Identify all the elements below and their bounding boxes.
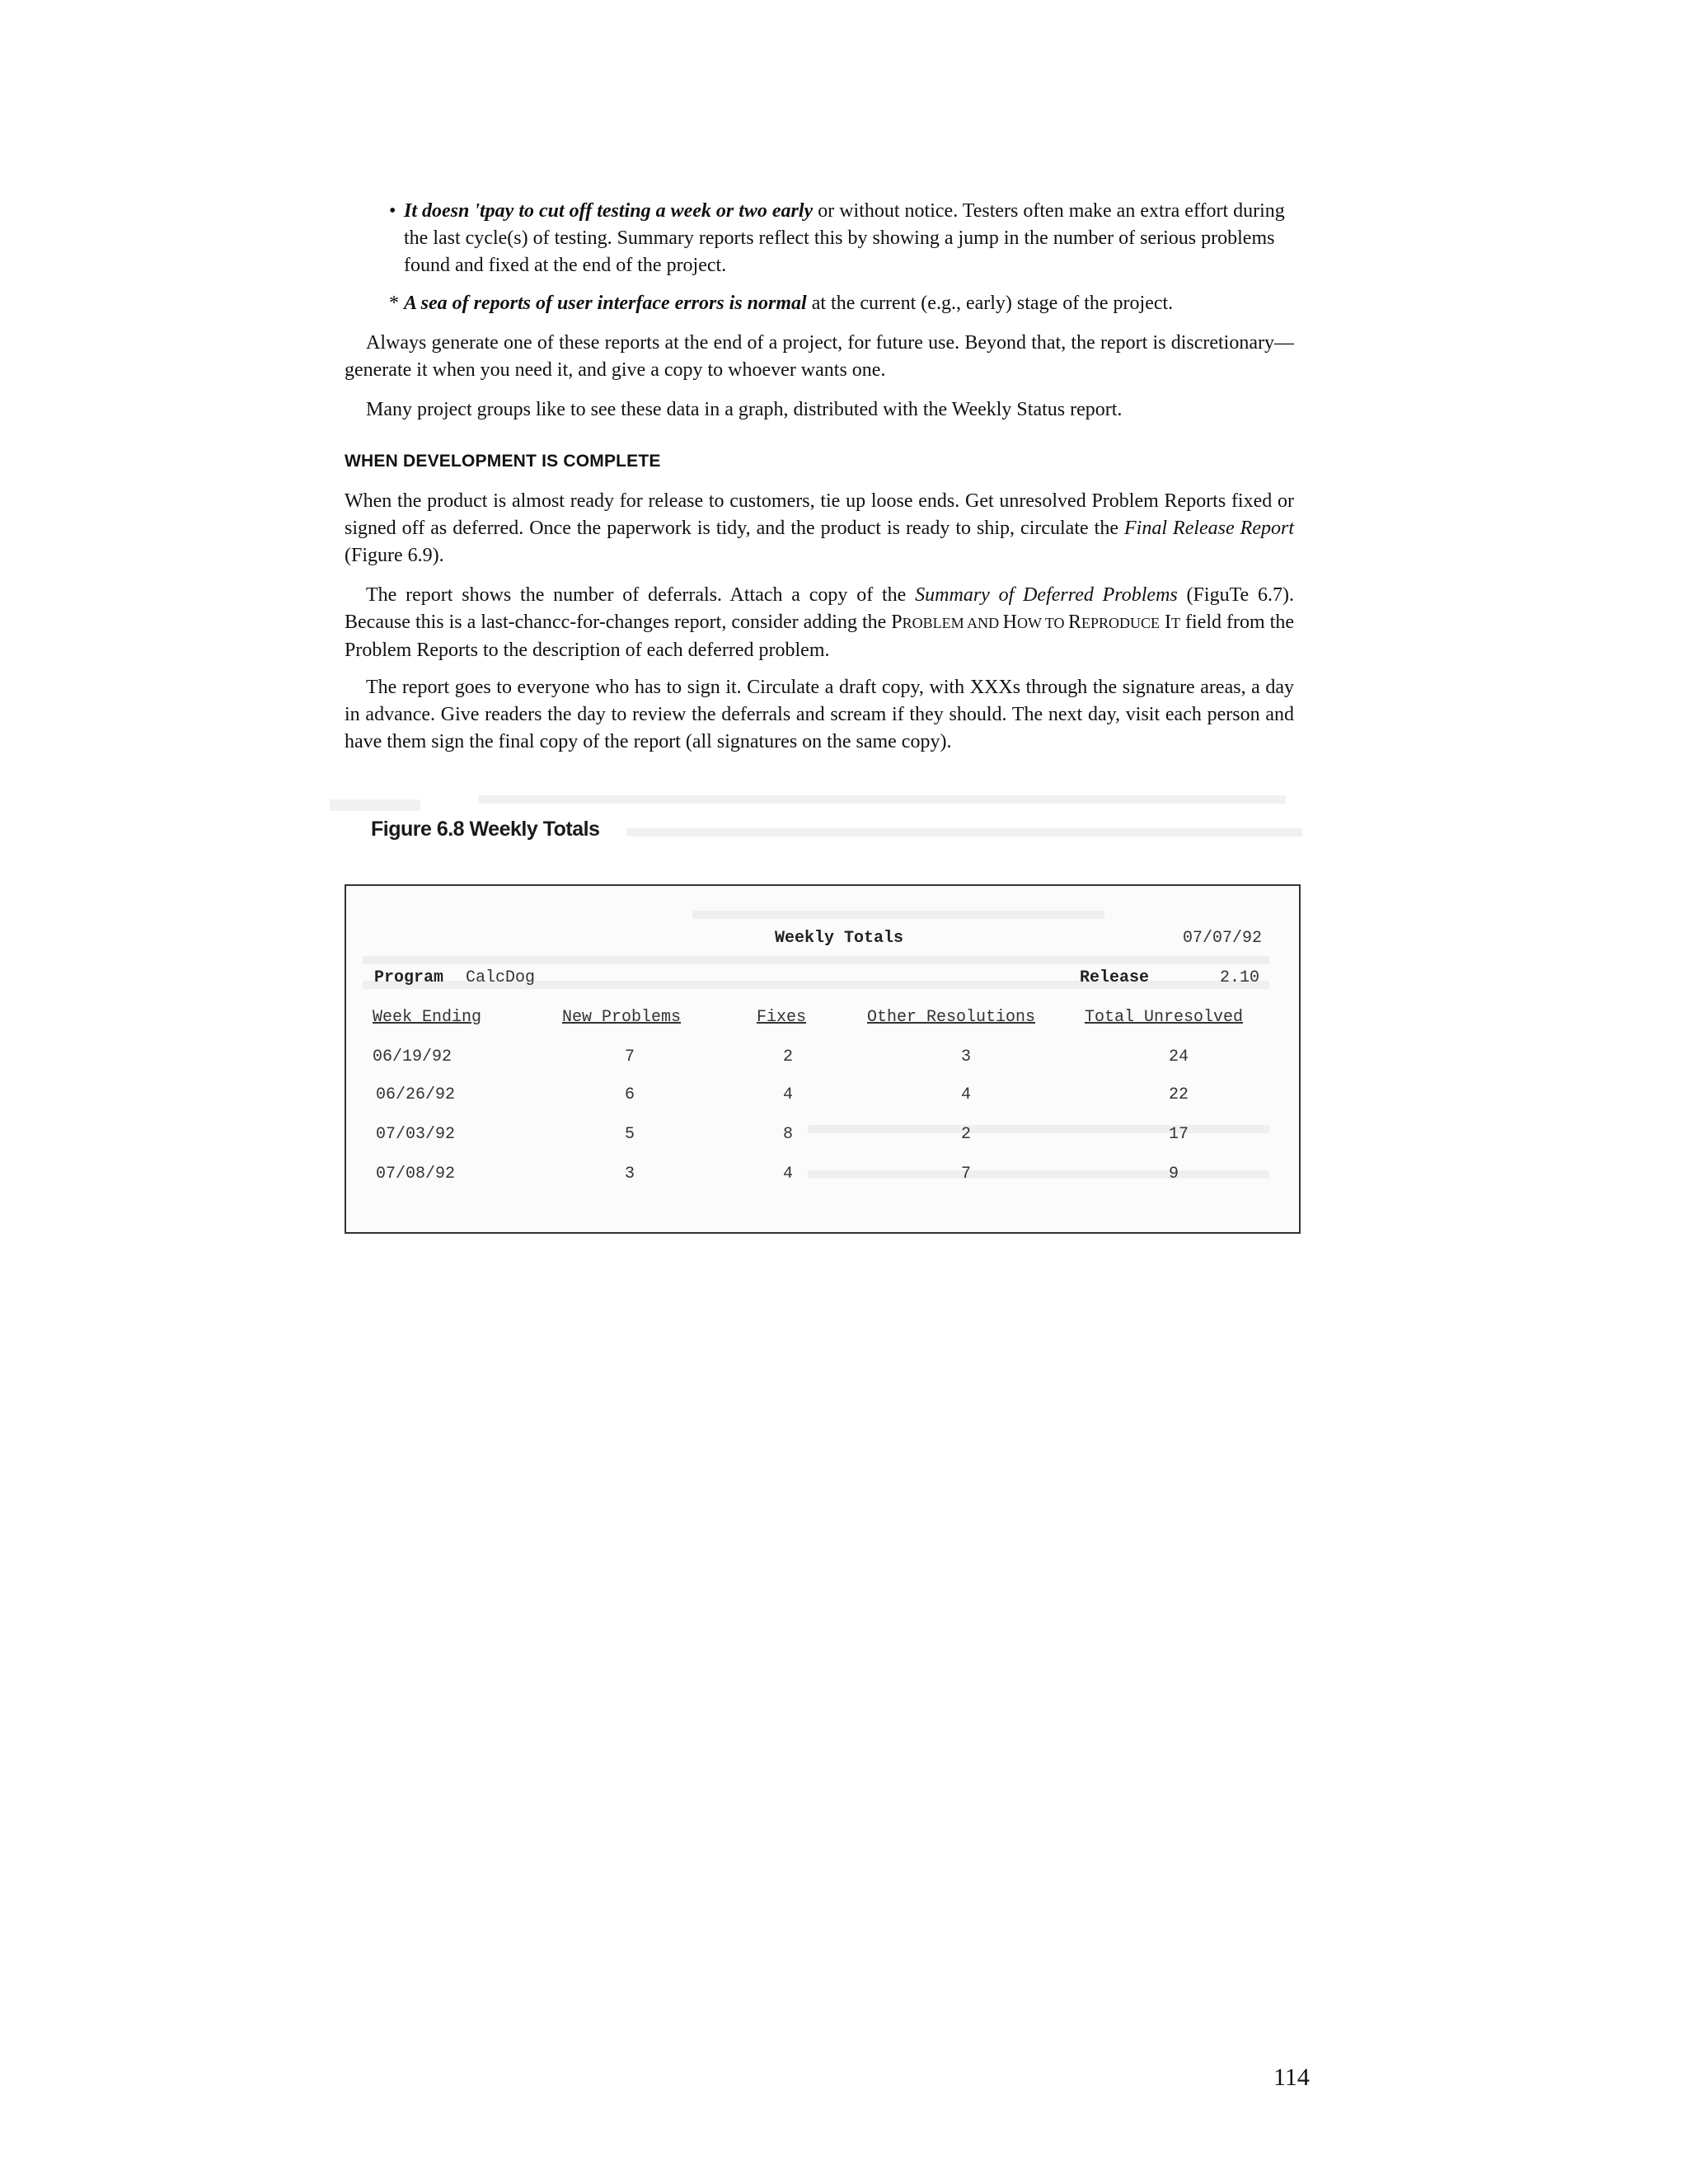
cell-total-unresolved: 9 bbox=[1169, 1165, 1179, 1183]
column-header-total-unresolved: Total Unresolved bbox=[1085, 1008, 1244, 1027]
column-header-fixes: Fixes bbox=[757, 1008, 807, 1027]
bullet-lead: It doesn 'tpay to cut off testing a week or two early bbox=[404, 200, 814, 222]
paragraph-graph: Many project groups like to see these data in a graph, distributed with the Weekly Status report. bbox=[366, 399, 1123, 420]
cell-fixes: 4 bbox=[783, 1165, 794, 1183]
bullet-mark: * bbox=[389, 293, 399, 314]
cell-other-resolutions: 3 bbox=[961, 1047, 972, 1066]
bullet-text: or without notice. Testers often make an extra effort during the last cycle(s) of testing. Summary reports reflect this by showing a jump in the number of serious problems found and fixed at the end of the project. bbox=[404, 200, 1285, 276]
program-value: CalcDog bbox=[466, 968, 536, 987]
cell-fixes: 4 bbox=[783, 1085, 794, 1104]
cell-other-resolutions: 2 bbox=[961, 1125, 972, 1144]
paragraph-end-of-project: Always generate one of these reports at the end of a project, for future use. Beyond that, the report is discretionary—generate it when you need it, and give a copy to whoever wants one. bbox=[345, 332, 1294, 381]
cell-new-problems: 3 bbox=[625, 1165, 635, 1183]
release-value: 2.10 bbox=[1220, 968, 1260, 987]
scan-artifact bbox=[692, 911, 1104, 919]
scan-artifact bbox=[363, 956, 1269, 964]
bullet-lead: A sea of reports of user interface errors is normal bbox=[404, 293, 807, 314]
report-title: Weekly Totals bbox=[775, 929, 904, 948]
column-header-week-ending: Week Ending bbox=[373, 1008, 482, 1027]
scan-artifact bbox=[808, 1125, 1269, 1133]
cell-other-resolutions: 4 bbox=[961, 1085, 972, 1104]
figure-title: Figure 6.8 Weekly Totals bbox=[371, 818, 600, 841]
bullet-text: at the current (e.g., early) stage of the project. bbox=[806, 293, 1174, 314]
paragraph-release-ready: When the product is almost ready for release to customers, tie up loose ends. Get unresolved Problem Reports fixed or signed off as deferred. Once the paperwork is tidy, and the product is ready to ship, circulate the Final Release Report (Figure 6.9). bbox=[345, 490, 1294, 566]
report-date: 07/07/92 bbox=[1183, 929, 1263, 948]
cell-fixes: 2 bbox=[783, 1047, 794, 1066]
section-heading: WHEN DEVELOPMENT IS COMPLETE bbox=[345, 452, 661, 471]
page-number: 114 bbox=[1273, 2064, 1310, 2091]
cell-new-problems: 6 bbox=[625, 1085, 635, 1104]
bullet-item-testing bbox=[389, 198, 1294, 279]
column-header-other-resolutions: Other Resolutions bbox=[867, 1008, 1036, 1027]
cell-fixes: 8 bbox=[783, 1125, 794, 1144]
cell-week-ending: 06/26/92 bbox=[376, 1085, 456, 1104]
cell-total-unresolved: 22 bbox=[1169, 1085, 1189, 1104]
cell-total-unresolved: 24 bbox=[1169, 1047, 1189, 1066]
scan-artifact bbox=[626, 828, 1302, 837]
bullet-mark: • bbox=[389, 200, 396, 222]
column-header-new-problems: New Problems bbox=[562, 1008, 682, 1027]
cell-week-ending: 07/03/92 bbox=[376, 1125, 456, 1144]
cell-new-problems: 5 bbox=[625, 1125, 635, 1144]
cell-other-resolutions: 7 bbox=[961, 1165, 972, 1183]
weekly-totals-report bbox=[345, 884, 1301, 1234]
cell-new-problems: 7 bbox=[625, 1047, 635, 1066]
program-label: Program bbox=[374, 968, 444, 987]
paragraph-signoff: The report goes to everyone who has to sign it. Circulate a draft copy, with XXXs through the signature areas, a day in advance. Give readers the day to review the deferrals and scream if they should. The next day, visit each person and have them sign the final copy of the report (all signatures on the same copy). bbox=[345, 677, 1294, 752]
scan-artifact bbox=[330, 799, 420, 811]
scan-artifact bbox=[808, 1170, 1269, 1179]
cell-week-ending: 07/08/92 bbox=[376, 1165, 456, 1183]
cell-week-ending: 06/19/92 bbox=[373, 1047, 452, 1066]
cell-total-unresolved: 17 bbox=[1169, 1125, 1189, 1144]
bullet-item-ui-errors bbox=[389, 290, 1294, 317]
paragraph-deferrals: The report shows the number of deferrals. Attach a copy of the Summary of Deferred Problems (FiguTe 6.7). Because this is a last-chancc-for-changes report, consider adding the PROBLEM AND HOW TO REPRODUCE IT field from the Problem Reports to the description of each deferred problem. bbox=[345, 584, 1295, 661]
scan-artifact bbox=[478, 795, 1286, 804]
release-label: Release bbox=[1080, 968, 1150, 987]
